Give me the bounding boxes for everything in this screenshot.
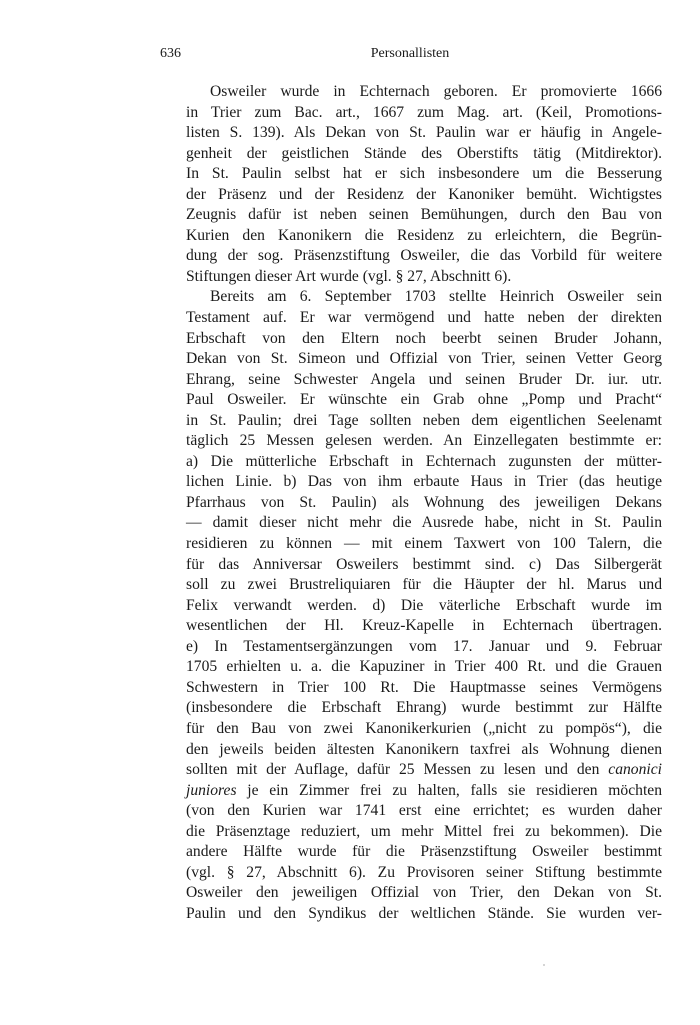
text-line — [186, 123, 662, 144]
line-text: für das Anniversar Osweilers bestimmt sind. c) Das Silbergerät — [186, 555, 662, 573]
text-line — [186, 698, 662, 719]
line-text: Kurien den Kanonikern die Residenz zu erleichtern, die Begrün- — [186, 226, 662, 244]
text-line — [186, 740, 662, 761]
text-line — [186, 308, 662, 329]
text-line — [186, 431, 662, 452]
line-text: Paul Osweiler. Er wünschte ein Grab ohne „Pomp und Pracht“ — [186, 391, 662, 409]
text-line — [186, 822, 662, 843]
line-text: Zeugnis dafür ist neben seinen Bemühungen, durch den Bau von — [186, 206, 662, 224]
line-text: der Präsenz und der Residenz der Kanoniker bemüht. Wichtigstes — [186, 185, 662, 203]
running-title: Personallisten — [370, 46, 450, 61]
body-text — [186, 82, 662, 924]
text-line — [186, 390, 662, 411]
line-text: 1705 erhielten u. a. die Kapuziner in Trier 400 Rt. und die Grauen — [186, 658, 662, 676]
line-text: Dekan von St. Simeon und Offizial von Trier, seinen Vetter Georg — [186, 350, 662, 368]
line-text: Paulin und den Syndikus der weltlichen Stände. Sie wurden ver- — [186, 904, 662, 922]
line-text: genheit der geistlichen Stände des Oberstifts tätig (Mitdirektor). — [186, 144, 662, 162]
text-line — [186, 596, 662, 617]
text-line — [186, 657, 662, 678]
text-line — [186, 267, 662, 288]
line-text: Bereits am 6. September 1703 stellte Heinrich Osweiler sein — [210, 288, 662, 306]
line-text: lichen Linie. b) Das von ihm erbaute Haus in Trier (das heutige — [186, 473, 662, 491]
text-line — [186, 513, 662, 534]
line-text: Pfarrhaus von St. Paulin) als Wohnung des jeweiligen Dekans — [186, 493, 662, 511]
paragraph-1 — [186, 82, 662, 287]
line-text: (insbesondere die Erbschaft Ehrang) wurde bestimmt zur Hälfte — [186, 699, 662, 717]
text-line — [186, 103, 662, 124]
line-text: soll zu zwei Brustreliquiaren für die Häupter der hl. Marus und — [186, 576, 662, 594]
text-line — [186, 205, 662, 226]
text-line — [186, 144, 662, 165]
text-line — [186, 616, 662, 637]
line-text: (vgl. § 27, Abschnitt 6). Zu Provisoren seiner Stiftung bestimmte — [186, 863, 662, 881]
text-line — [186, 842, 662, 863]
text-line — [186, 678, 662, 699]
text-line — [186, 801, 662, 822]
text-line — [186, 185, 662, 206]
text-line — [186, 637, 662, 658]
line-text: den jeweils beiden ältesten Kanonikern taxfrei als Wohnung dienen — [186, 740, 662, 758]
text-line — [186, 534, 662, 555]
text-line — [186, 781, 662, 802]
line-text: In St. Paulin selbst hat er sich insbesondere um die Besserung — [186, 165, 662, 183]
line-text: Schwestern in Trier 100 Rt. Die Hauptmasse seines Vermögens — [186, 678, 662, 696]
text-line — [186, 329, 662, 350]
text-line — [186, 493, 662, 514]
text-line — [186, 863, 662, 884]
text-line — [186, 226, 662, 247]
line-text: täglich 25 Messen gelesen werden. An Einzellegaten bestimmte er: — [186, 432, 662, 450]
line-text: listen S. 139). Als Dekan von St. Paulin war er häufig in Angele- — [186, 124, 662, 142]
text-line — [186, 287, 662, 308]
line-text: residieren zu können — mit einem Taxwert von 100 Talern, die — [186, 535, 662, 553]
page-header — [150, 46, 670, 66]
text-line — [186, 82, 662, 103]
line-text: (von den Kurien war 1741 erst eine errichtet; es wurden daher — [186, 802, 662, 820]
text-line — [186, 411, 662, 432]
line-text: Osweiler den jeweiligen Offizial von Trier, den Dekan von St. — [186, 884, 662, 902]
page-number: 636 — [160, 46, 181, 61]
text-line — [186, 349, 662, 370]
line-text: Erbschaft von den Eltern noch beerbt seinen Bruder Johann, — [186, 329, 662, 347]
line-text: Ehrang, seine Schwester Angela und seinen Bruder Dr. iur. utr. — [186, 370, 662, 388]
text-line — [186, 370, 662, 391]
line-text: Testament auf. Er war vermögend und hatte neben der direkten — [186, 309, 662, 327]
line-text: Felix verwandt werden. d) Die väterliche Erbschaft wurde im — [186, 596, 662, 614]
text-line — [186, 760, 662, 781]
line-text: andere Hälfte wurde für die Präsenzstiftung Osweiler bestimmt — [186, 843, 662, 861]
line-text: Stiftungen dieser Art wurde (vgl. § 27, Abschnitt 6). — [186, 267, 512, 285]
line-text: in Trier zum Bac. art., 1667 zum Mag. art. (Keil, Promotions- — [186, 103, 662, 121]
line-text: sollten mit der Auflage, dafür 25 Messen zu lesen und den — [186, 761, 609, 779]
text-line — [186, 719, 662, 740]
text-line — [186, 472, 662, 493]
italic-term: juniores — [186, 781, 237, 799]
text-line — [186, 904, 662, 925]
line-text: wesentlichen der Hl. Kreuz-Kapelle in Echternach übertragen. — [186, 617, 662, 635]
text-line — [186, 164, 662, 185]
line-text: in St. Paulin; drei Tage sollten neben dem eigentlichen Seelenamt — [186, 411, 662, 429]
line-text: Osweiler wurde in Echternach geboren. Er promovierte 1666 — [210, 83, 662, 100]
line-text: e) In Testamentsergänzungen vom 17. Januar und 9. Februar — [186, 637, 662, 655]
line-text: — damit dieser nicht mehr die Ausrede habe, nicht in St. Paulin — [186, 514, 662, 532]
paragraph-2 — [186, 287, 662, 924]
italic-term: canonici — [608, 761, 662, 779]
page-speck — [543, 964, 545, 966]
text-line — [186, 575, 662, 596]
line-text: dung der sog. Präsenzstiftung Osweiler, die das Vorbild für weitere — [186, 247, 662, 265]
text-line — [186, 452, 662, 473]
text-line — [186, 555, 662, 576]
line-text: für den Bau von zwei Kanonikerkurien („nicht zu pompös“), die — [186, 719, 662, 737]
line-text: je ein Zimmer frei zu halten, falls sie residieren möchten — [236, 781, 662, 799]
line-text: a) Die mütterliche Erbschaft in Echternach zugunsten der mütter- — [186, 452, 662, 470]
line-text: die Präsenztage reduziert, um mehr Mittel frei zu bekommen). Die — [186, 822, 662, 840]
text-line — [186, 883, 662, 904]
text-line — [186, 246, 662, 267]
